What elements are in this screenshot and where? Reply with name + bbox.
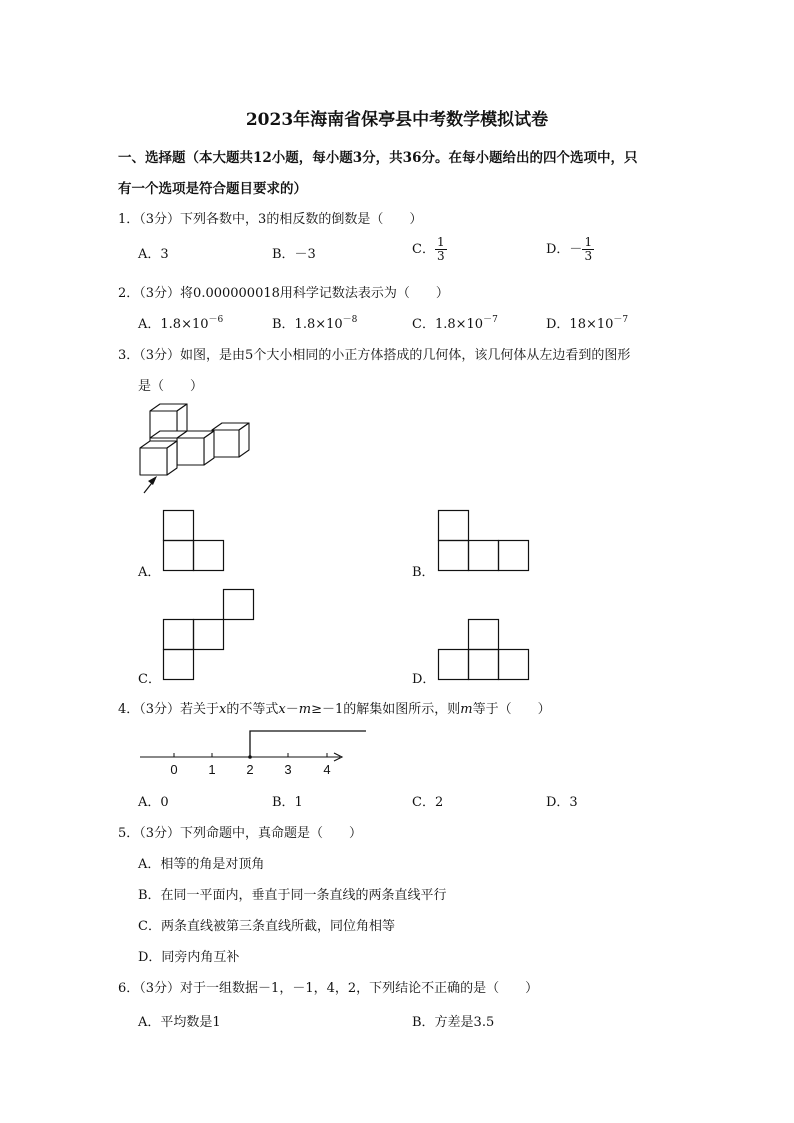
q2-option-c-exponent: －7 [483, 315, 498, 325]
fraction-numerator: 1 [436, 235, 445, 249]
q1-option-d-fraction [582, 236, 594, 263]
fraction-numerator: 1 [584, 235, 593, 249]
q6-option-a: A．平均数是1 [138, 1015, 221, 1030]
axis-tick-label: 4 [323, 762, 331, 777]
q4-option-b: B．1 [272, 795, 303, 810]
q5-option-b: B．在同一平面内，垂直于同一条直线的两条直线平行 [138, 888, 447, 903]
axis-tick-label: 0 [170, 762, 178, 777]
fraction-denominator: 3 [436, 249, 445, 263]
question-1-stem: 1．（3分）下列各数中，3的相反数的倒数是（ ） [118, 212, 423, 227]
q4-option-a: A．0 [138, 795, 169, 810]
q4-var-x: x [219, 702, 227, 717]
q2-option-a-exponent: －6 [208, 315, 224, 325]
q2-option-c [412, 313, 498, 332]
q2-option-b-base: B．1.8×10 [272, 317, 343, 332]
q1-option-c-fraction [435, 236, 447, 263]
q1-option-a: A．3 [138, 247, 169, 262]
question-3-stem-line2: 是（ ） [138, 379, 204, 394]
q4-stem-mid: 的不等式 [226, 702, 279, 717]
q1-option-c [412, 236, 447, 263]
q3-cube-figure [130, 400, 260, 500]
q3-option-c-figure [163, 589, 255, 681]
q3-option-b-label: B． [412, 565, 435, 580]
axis-tick-label: 2 [246, 762, 254, 777]
q4-ineq-rest: ≥－1 [311, 702, 344, 717]
q6-option-b: B．方差是3.5 [412, 1015, 495, 1030]
q3-option-a-label: A． [138, 565, 161, 580]
q3-option-a-figure [163, 510, 225, 572]
q1-option-b: B．－3 [272, 247, 316, 262]
q2-option-d-base: D．18×10 [546, 317, 614, 332]
q4-number-line [140, 725, 370, 780]
q4-stem-pre: 4．（3分）若关于 [118, 702, 220, 717]
q5-option-a: A．相等的角是对顶角 [138, 857, 265, 872]
page-title: 2023年海南省保亭县中考数学模拟试卷 [245, 110, 549, 130]
q3-option-d-figure [438, 619, 530, 681]
q4-ineq-m: m [298, 702, 312, 717]
q1-option-d-label: D．－ [546, 242, 583, 257]
question-6-stem: 6．（3分）对于一组数据－1，－1，4，2，下列结论不正确的是（ ） [118, 981, 539, 996]
q2-option-c-base: C．1.8×10 [412, 317, 484, 332]
q1-option-d [546, 236, 594, 263]
q4-option-c: C．2 [412, 795, 444, 810]
section-header-line2: 有一个选项是符合题目要求的） [118, 181, 307, 197]
q2-option-b [272, 313, 357, 332]
q4-stem-end: 等于（ ） [472, 702, 551, 717]
q5-option-c: C．两条直线被第三条直线所截，同位角相等 [138, 919, 395, 934]
q4-ineq-minus: － [285, 702, 299, 717]
section-header-line1: 一、选择题（本大题共12小题，每小题3分，共36分。在每小题给出的四个选项中，只 [118, 150, 638, 166]
q5-option-d: D．同旁内角互补 [138, 950, 240, 965]
q3-option-b-figure [438, 510, 530, 572]
fraction-denominator: 3 [584, 249, 593, 263]
question-4-stem [118, 698, 551, 717]
question-2-stem: 2．（3分）将0.000000018用科学记数法表示为（ ） [118, 286, 449, 301]
q1-option-c-label: C． [412, 242, 435, 257]
question-5-stem: 5．（3分）下列命题中，真命题是（ ） [118, 826, 363, 841]
q2-option-a-base: A．1.8×10 [138, 317, 209, 332]
question-3-stem: 3．（3分）如图，是由5个大小相同的小正方体搭成的几何体，该几何体从左边看到的图形 [118, 348, 631, 363]
q4-option-d: D．3 [546, 795, 578, 810]
q2-option-a [138, 313, 223, 332]
q3-option-d-label: D． [412, 672, 436, 687]
q4-stem-post: 的解集如图所示，则 [343, 702, 461, 717]
q2-option-d-exponent: －7 [613, 315, 629, 325]
q2-option-b-exponent: －8 [342, 315, 358, 325]
axis-tick-label: 3 [284, 762, 292, 777]
q3-option-c-label: C． [138, 672, 161, 687]
axis-tick-label: 1 [208, 762, 216, 777]
q2-option-d [546, 313, 628, 332]
q4-var-m: m [460, 702, 473, 717]
q4-ineq-x: x [278, 702, 286, 717]
